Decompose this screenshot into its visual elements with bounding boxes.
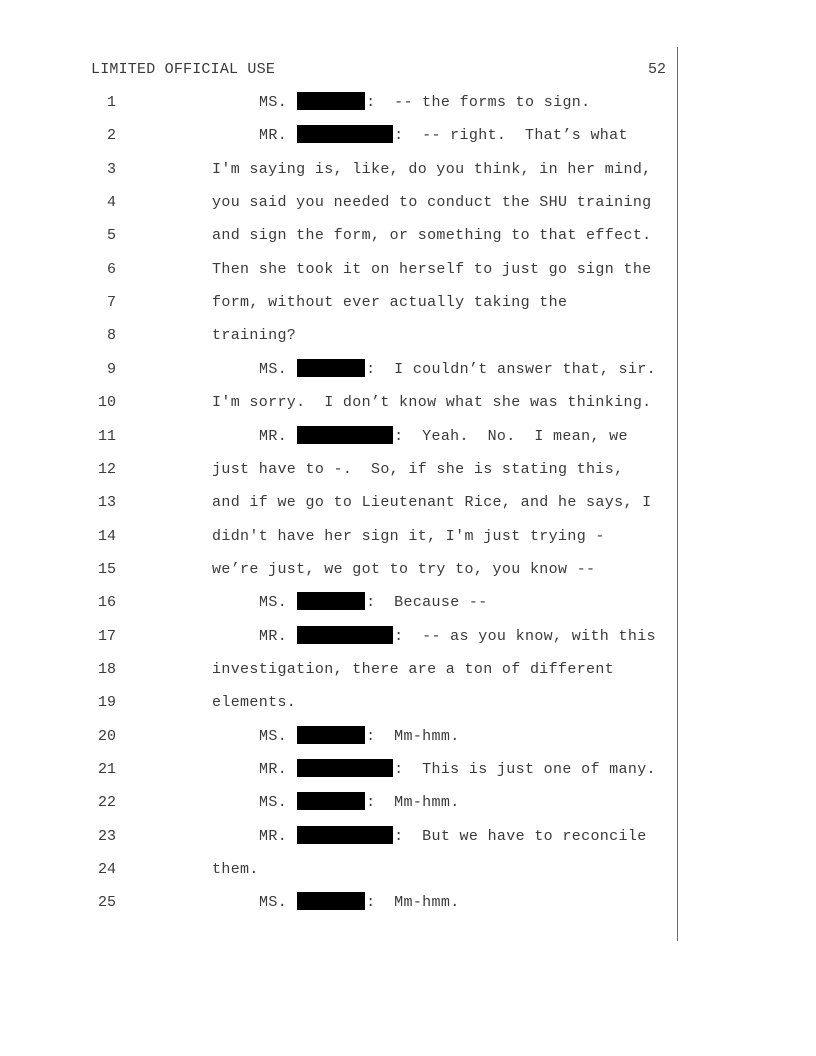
line-number: 21 [97,761,116,778]
redaction-box [297,826,393,844]
speaker-label: MR. [259,627,288,645]
line-number: 10 [97,394,116,412]
line-number: 20 [97,727,116,745]
speaker-label: MS. [259,727,288,745]
speaker-label: MR. [259,761,288,778]
redaction-box [297,792,365,810]
line-text: I'm saying is, like, do you think, in her mind, [212,160,652,178]
line-text [259,726,460,748]
spoken-text: : Mm-hmm. [366,894,460,912]
line-text [259,826,647,848]
line-number: 24 [97,861,116,879]
line-text: I'm sorry. I don’t know what she was thinking. [212,394,652,412]
transcript-line [0,426,700,448]
transcript-line [0,692,700,714]
redaction-box [297,92,365,110]
line-number: 16 [97,594,116,612]
line-number: 11 [97,427,116,445]
transcript-line [0,859,700,881]
transcript-line [0,459,700,481]
line-text [259,892,460,914]
spoken-text: : -- as you know, with this [394,627,656,645]
classification-header: LIMITED OFFICIAL USE [91,61,276,78]
line-text: and if we go to Lieutenant Rice, and he says, I [212,494,652,512]
line-text: didn't have her sign it, I'm just trying - [212,527,605,545]
spoken-text: : Yeah. No. I mean, we [394,427,628,445]
speaker-label: MS. [259,594,288,612]
transcript-line [0,192,700,214]
transcript-line [0,559,700,581]
line-number: 12 [97,460,116,478]
line-text [259,792,460,814]
spoken-text: : But we have to reconcile [394,827,647,845]
transcript-line [0,726,700,748]
line-text: you said you needed to conduct the SHU training [212,194,652,212]
spoken-text: : Because -- [366,594,488,612]
spoken-text: : -- the forms to sign. [366,94,591,111]
line-text: just have to -. So, if she is stating this, [212,460,624,478]
line-text: investigation, there are a ton of different [212,660,615,678]
speaker-label: MS. [259,794,288,812]
speaker-label: MS. [259,894,288,912]
redaction-box [297,726,365,744]
line-number: 2 [106,127,116,145]
transcript-line [0,292,700,314]
line-text: them. [212,861,259,879]
line-text: form, without ever actually taking the [212,294,568,312]
transcript-line [0,92,700,114]
line-text: elements. [212,694,297,712]
spoken-text: : This is just one of many. [394,761,656,778]
page-number: 52 [647,61,666,78]
transcript-line [0,325,700,347]
transcript-line [0,526,700,548]
line-text [259,359,656,381]
line-number: 5 [106,227,116,245]
line-text: and sign the form, or something to that effect. [212,227,652,245]
line-number: 19 [97,694,116,712]
transcript-line [0,492,700,514]
speaker-label: MR. [259,127,288,145]
transcript-line [0,826,700,848]
line-text: training? [212,327,297,345]
transcript-line [0,592,700,614]
speaker-label: MS. [259,360,288,378]
transcript-line [0,392,700,414]
line-text [259,759,656,781]
line-text [259,626,656,648]
line-number: 7 [106,294,116,312]
redaction-box [297,759,393,777]
transcript-line [0,792,700,814]
line-number: 6 [106,260,116,278]
redaction-box [297,359,365,377]
transcript-line [0,659,700,681]
transcript-line [0,159,700,181]
line-number: 14 [97,527,116,545]
line-text: we’re just, we got to try to, you know -- [212,560,596,578]
line-text [259,92,591,114]
line-number: 9 [106,360,116,378]
redaction-box [297,626,393,644]
line-number: 1 [106,94,116,111]
redaction-box [297,892,365,910]
line-number: 17 [97,627,116,645]
redaction-box [297,592,365,610]
line-text [259,426,628,448]
spoken-text: : -- right. That’s what [394,127,628,145]
line-text [259,125,628,147]
line-number: 8 [106,327,116,345]
redaction-box [297,426,393,444]
line-number: 25 [97,894,116,912]
transcript-line [0,125,700,147]
transcript-line [0,892,700,914]
line-number: 18 [97,660,116,678]
speaker-label: MS. [259,94,288,111]
line-number: 3 [106,160,116,178]
spoken-text: : Mm-hmm. [366,794,460,812]
transcript-line [0,359,700,381]
line-number: 13 [97,494,116,512]
line-text [259,592,488,614]
transcript-line [0,626,700,648]
line-number: 23 [97,827,116,845]
speaker-label: MR. [259,427,288,445]
spoken-text: : Mm-hmm. [366,727,460,745]
redaction-box [297,125,393,143]
line-number: 4 [106,194,116,212]
speaker-label: MR. [259,827,288,845]
transcript-line [0,259,700,281]
line-number: 15 [97,560,116,578]
line-number: 22 [97,794,116,812]
transcript-line [0,759,700,781]
spoken-text: : I couldn’t answer that, sir. [366,360,656,378]
line-text: Then she took it on herself to just go sign the [212,260,652,278]
transcript-line [0,225,700,247]
